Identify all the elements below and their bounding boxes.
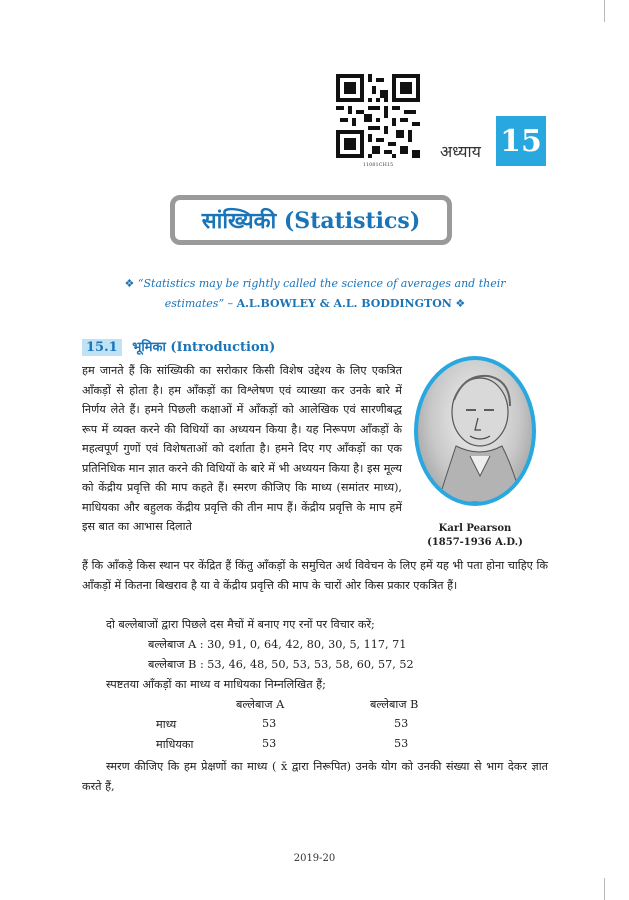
batsman-a-scores: बल्लेबाज A : 30, 91, 0, 64, 42, 80, 30, 5, 117, 71 xyxy=(148,638,407,651)
section-number: 15.1 xyxy=(82,339,122,356)
mean-median-intro-line: स्पष्टतया आँकड़ों का माध्य व माधियका निम्नलिखित हैं; xyxy=(106,678,326,691)
caption-name: Karl Pearson xyxy=(438,523,512,534)
intro-paragraph: हम जानते हैं कि सांख्यिकी का सरोकार किसी विशेष उद्देश्य के लिए एकत्रित आँकड़ों से होता है। हम आँकड़ों का विश्लेषण एवं व्याख्या कर उनके बारे में निर्णय लेते हैं। हमने पिछली कक्षाओं में आँकड़ों को आलेखिक एवं सारणीबद्ध रूप में व्यक्त करने की विधियों का अध्ययन किया है। यह निरूपण आँकड़ों के महत्वपूर्ण गुणों एवं विशेषताओं को दर्शाता है। हमने दिए गए आँकड़ों का एक प्रतिनिधिक मान ज्ञात करने की विधियों के बारे में भी अध्ययन किया है। इस मूल्य को केंद्रीय प्रवृत्ति की माप कहते हैं। स्मरण कीजिए कि माध्य (समांतर माध्य), माधियका और बहुलक केंद्रीय प्रवृत्ति की तीन माप हैं। केंद्रीय प्रवृत्ति के माप हमें इस बात का आभास दिलाते xyxy=(82,364,402,533)
table-cell: 53 xyxy=(394,737,409,750)
qr-code-icon xyxy=(336,74,420,158)
table-row-label: माधियका xyxy=(156,738,194,751)
section-title: भूमिका (Introduction) xyxy=(132,340,276,355)
karl-pearson-portrait xyxy=(414,356,536,506)
table-cell: 53 xyxy=(262,737,277,750)
quote-mark-icon: ❖ xyxy=(124,277,135,290)
page-footer-year: 2019-20 xyxy=(293,853,336,864)
epigraph xyxy=(100,274,530,314)
recall-paragraph: स्मरण कीजिए कि हम प्रेक्षणों का माध्य ( x̄ द्वारा निरूपित) उनके योग को उनकी संख्या से भाग देकर ज्ञात करते हैं, xyxy=(82,760,548,793)
table-header-a: बल्लेबाज A xyxy=(236,698,285,711)
table-cell: 53 xyxy=(394,717,409,730)
crop-mark xyxy=(604,878,605,900)
chapter-title: सांख्यिकी (Statistics) xyxy=(170,195,452,245)
continuation-paragraph: हैं कि आँकड़े किस स्थान पर केंद्रित हैं किंतु आँकड़ों के समुचित अर्थ विवेचन के लिए हमें यह भी पता होना चाहिए कि आँकड़ों में कितना बिखराव है या वे केंद्रीय प्रवृत्ति की माप के चारों ओर किस प्रकार एकत्रित हैं। xyxy=(82,559,548,592)
quote-mark-icon: ❖ xyxy=(455,297,466,310)
section-heading xyxy=(82,337,275,355)
portrait-sketch-icon xyxy=(418,360,532,502)
crop-mark xyxy=(604,0,605,22)
qr-code-id: 11081CH15 xyxy=(362,162,394,168)
quote-author: A.L.BOWLEY & A.L. BODDINGTON xyxy=(236,297,452,310)
table-row-label: माध्य xyxy=(156,718,177,731)
portrait-caption xyxy=(410,522,540,550)
quote-text: “Statistics may be rightly called the science of averages and their estimates” – xyxy=(137,277,506,310)
table-cell: 53 xyxy=(262,717,277,730)
batsman-b-scores: बल्लेबाज B : 53, 46, 48, 50, 53, 53, 58, 60, 57, 52 xyxy=(148,658,414,671)
caption-years: (1857-1936 A.D.) xyxy=(427,537,523,548)
chapter-label: अध्याय xyxy=(440,142,481,161)
batsmen-intro-line: दो बल्लेबाजों द्वारा पिछले दस मैचों में बनाए गए रनों पर विचार करें; xyxy=(106,618,375,631)
chapter-number: 15 xyxy=(496,116,546,166)
table-header-b: बल्लेबाज B xyxy=(370,698,419,711)
